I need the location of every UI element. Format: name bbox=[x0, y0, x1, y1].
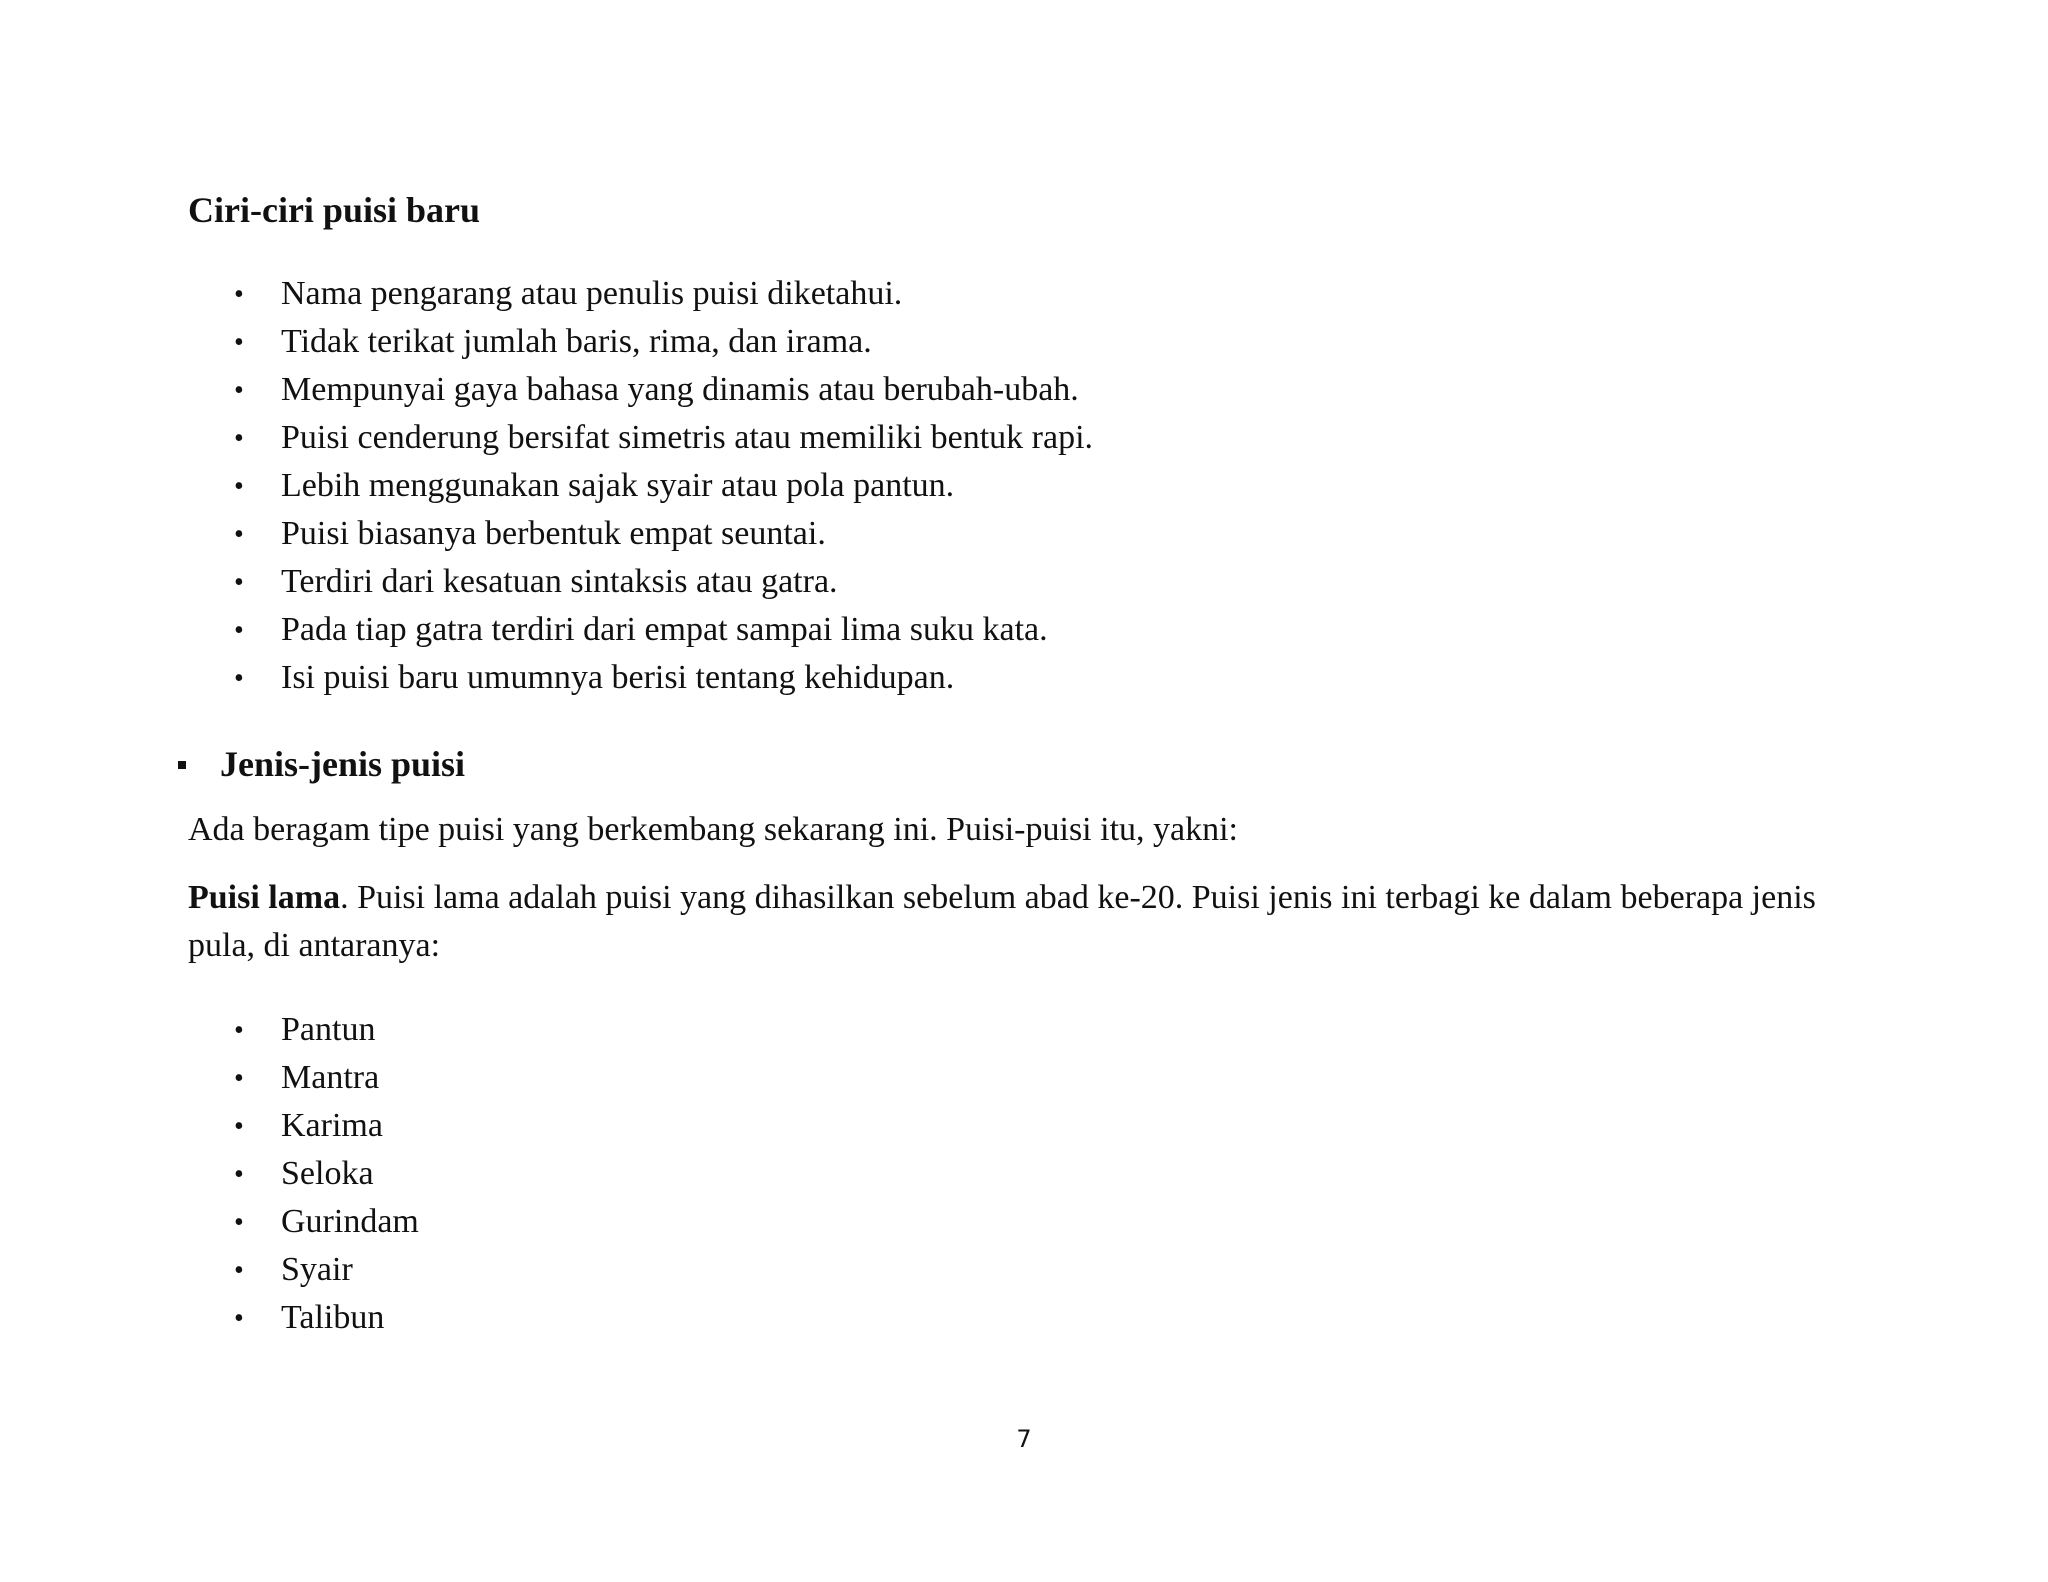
list-item-text: Nama pengarang atau penulis puisi diketahui. bbox=[281, 275, 903, 312]
list-item-text: Pada tiap gatra terdiri dari empat sampai lima suku kata. bbox=[281, 611, 1048, 648]
list-item-text: Lebih menggunakan sajak syair atau pola pantun. bbox=[281, 467, 955, 504]
list-item-text: Pantun bbox=[281, 1011, 376, 1048]
heading-jenis-jenis-puisi bbox=[178, 740, 465, 788]
list-item bbox=[234, 318, 1093, 366]
ciri-list bbox=[234, 270, 1093, 702]
list-item-text: Tidak terikat jumlah baris, rima, dan irama. bbox=[281, 323, 872, 360]
list-item-text: Karima bbox=[281, 1107, 383, 1144]
heading-ciri-puisi-baru: Ciri-ciri puisi baru bbox=[188, 190, 481, 230]
intro-paragraph: Ada beragam tipe puisi yang berkembang sekarang ini. Puisi-puisi itu, yakni: bbox=[188, 811, 1238, 848]
list-item-text: Seloka bbox=[281, 1155, 374, 1192]
heading-jenis-text: Jenis-jenis puisi bbox=[220, 744, 466, 784]
page-number: 7 bbox=[1016, 1425, 1032, 1453]
list-item bbox=[234, 606, 1093, 654]
list-item bbox=[234, 414, 1093, 462]
bullet-icon: • bbox=[234, 423, 244, 454]
bullet-icon: • bbox=[234, 1255, 244, 1286]
bullet-icon: • bbox=[234, 519, 244, 550]
bullet-icon: • bbox=[234, 567, 244, 598]
puisi-lama-term: Puisi lama bbox=[188, 879, 341, 916]
bullet-icon: • bbox=[234, 1015, 244, 1046]
bullet-icon: • bbox=[234, 663, 244, 694]
list-item bbox=[234, 1006, 419, 1054]
bullet-icon: • bbox=[234, 375, 244, 406]
list-item bbox=[234, 1294, 419, 1342]
bullet-icon: • bbox=[234, 1207, 244, 1238]
list-item bbox=[234, 1102, 419, 1150]
bullet-icon: • bbox=[234, 471, 244, 502]
list-item-text: Isi puisi baru umumnya berisi tentang kehidupan. bbox=[281, 659, 955, 696]
puisi-lama-paragraph bbox=[188, 874, 1888, 970]
puisi-lama-text: . Puisi lama adalah puisi yang dihasilkan sebelum abad ke-20. Puisi jenis ini terbagi ke dalam beberapa jenis pula, di antaranya: bbox=[188, 879, 1816, 964]
list-item bbox=[234, 1054, 419, 1102]
puisi-lama-list bbox=[234, 1006, 419, 1342]
bullet-icon: • bbox=[234, 327, 244, 358]
list-item bbox=[234, 462, 1093, 510]
square-bullet-icon bbox=[178, 761, 186, 769]
list-item-text: Mantra bbox=[281, 1059, 380, 1096]
list-item bbox=[234, 1198, 419, 1246]
list-item-text: Syair bbox=[281, 1251, 353, 1288]
list-item bbox=[234, 510, 1093, 558]
list-item bbox=[234, 654, 1093, 702]
bullet-icon: • bbox=[234, 1303, 244, 1334]
bullet-icon: • bbox=[234, 1111, 244, 1142]
bullet-icon: • bbox=[234, 615, 244, 646]
list-item-text: Puisi biasanya berbentuk empat seuntai. bbox=[281, 515, 826, 552]
list-item bbox=[234, 1246, 419, 1294]
list-item-text: Puisi cenderung bersifat simetris atau memiliki bentuk rapi. bbox=[281, 419, 1094, 456]
bullet-icon: • bbox=[234, 1159, 244, 1190]
list-item bbox=[234, 366, 1093, 414]
list-item bbox=[234, 558, 1093, 606]
list-item-text: Gurindam bbox=[281, 1203, 419, 1240]
list-item-text: Talibun bbox=[281, 1299, 385, 1336]
bullet-icon: • bbox=[234, 279, 244, 310]
list-item bbox=[234, 1150, 419, 1198]
bullet-icon: • bbox=[234, 1063, 244, 1094]
list-item-text: Mempunyai gaya bahasa yang dinamis atau berubah-ubah. bbox=[281, 371, 1079, 408]
list-item bbox=[234, 270, 1093, 318]
list-item-text: Terdiri dari kesatuan sintaksis atau gatra. bbox=[281, 563, 838, 600]
